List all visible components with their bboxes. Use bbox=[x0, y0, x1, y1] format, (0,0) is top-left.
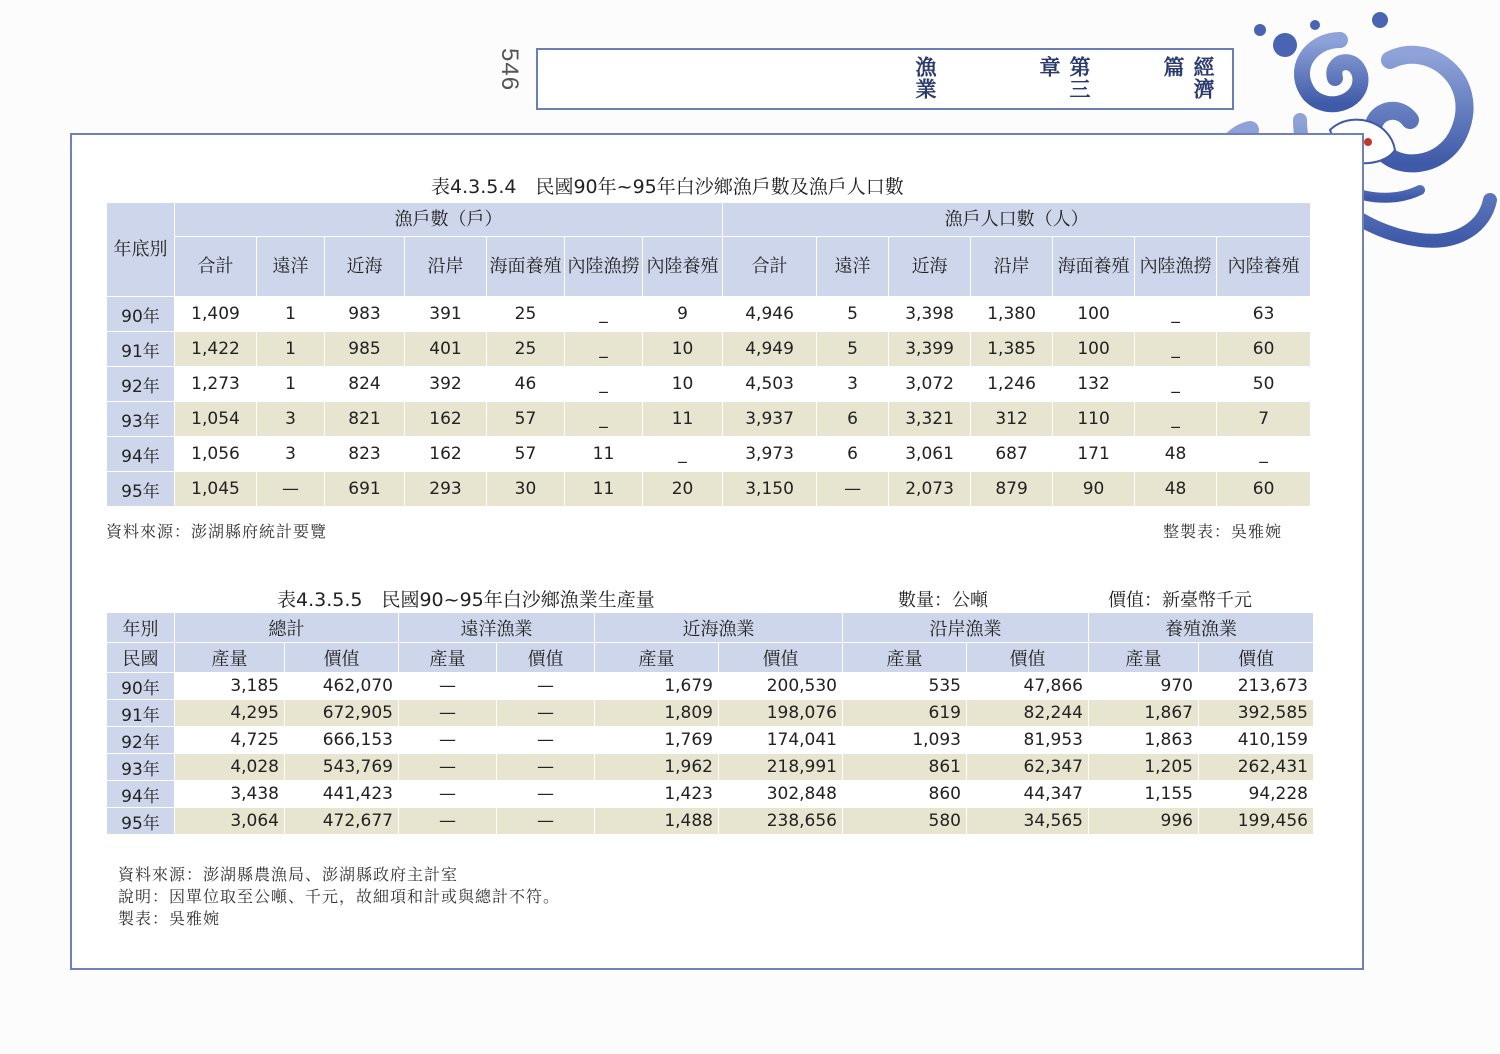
col-header: 內陸漁撈 bbox=[565, 237, 643, 297]
table-cell: 90 bbox=[1053, 472, 1135, 507]
table-cell: 60 bbox=[1217, 472, 1311, 507]
fishery-production-table bbox=[106, 612, 1314, 835]
table-cell: 1,962 bbox=[595, 754, 719, 781]
table-cell: 25 bbox=[487, 297, 565, 332]
table-cell: 100 bbox=[1053, 297, 1135, 332]
table-cell: — bbox=[497, 727, 595, 754]
table-cell: 60 bbox=[1217, 332, 1311, 367]
table-cell: 4,503 bbox=[723, 367, 817, 402]
header-part-title: 經濟篇 bbox=[1161, 56, 1216, 100]
table-cell: 391 bbox=[405, 297, 487, 332]
table-cell: 3,150 bbox=[723, 472, 817, 507]
table-cell: _ bbox=[565, 297, 643, 332]
table-cell: — bbox=[497, 673, 595, 700]
table-cell: 3,061 bbox=[889, 437, 971, 472]
table-cell: 860 bbox=[843, 781, 967, 808]
table-cell: 11 bbox=[565, 472, 643, 507]
row-year: 90年 bbox=[107, 673, 175, 700]
col-header: 沿岸 bbox=[971, 237, 1053, 297]
table-cell: 174,041 bbox=[719, 727, 843, 754]
table-cell: — bbox=[497, 754, 595, 781]
table-cell: 462,070 bbox=[285, 673, 399, 700]
table2-remark: 說明：因單位取至公噸、千元，故細項和計或與總計不符。 bbox=[118, 887, 561, 906]
table-cell: 1,205 bbox=[1089, 754, 1199, 781]
year-header: 年別 bbox=[107, 613, 175, 643]
table-cell: 1,246 bbox=[971, 367, 1053, 402]
table-cell: 63 bbox=[1217, 297, 1311, 332]
table-cell: 823 bbox=[325, 437, 405, 472]
col-header: 海面養殖 bbox=[1053, 237, 1135, 297]
table-cell: 1,385 bbox=[971, 332, 1053, 367]
sub-header-val: 價值 bbox=[1199, 643, 1314, 673]
col-header: 遠洋 bbox=[817, 237, 889, 297]
table-cell: 1,054 bbox=[175, 402, 257, 437]
table-row bbox=[107, 367, 1311, 402]
table-row bbox=[107, 808, 1314, 835]
table-cell: 401 bbox=[405, 332, 487, 367]
table-cell: 983 bbox=[325, 297, 405, 332]
table-cell: 262,431 bbox=[1199, 754, 1314, 781]
table-cell: — bbox=[399, 808, 497, 835]
table-row bbox=[107, 297, 1311, 332]
table-row bbox=[107, 402, 1311, 437]
table-cell: 3,399 bbox=[889, 332, 971, 367]
table-cell: 3,973 bbox=[723, 437, 817, 472]
table-cell: 100 bbox=[1053, 332, 1135, 367]
sub-header-qty: 產量 bbox=[843, 643, 967, 673]
table-cell: 3 bbox=[257, 402, 325, 437]
table-cell: — bbox=[399, 700, 497, 727]
table-row bbox=[107, 754, 1314, 781]
sub-header-val: 價值 bbox=[967, 643, 1089, 673]
table2-unit-qty: 數量：公噸 bbox=[898, 590, 988, 611]
table-cell: 2,073 bbox=[889, 472, 971, 507]
table-cell: _ bbox=[1217, 437, 1311, 472]
table-cell: 3,398 bbox=[889, 297, 971, 332]
header-section: 漁業 bbox=[913, 56, 938, 100]
table-cell: 4,949 bbox=[723, 332, 817, 367]
sub-header-qty: 產量 bbox=[175, 643, 285, 673]
table-row bbox=[107, 727, 1314, 754]
table-cell: 1,863 bbox=[1089, 727, 1199, 754]
table-cell: 62,347 bbox=[967, 754, 1089, 781]
row-year: 91年 bbox=[107, 700, 175, 727]
table-cell: 25 bbox=[487, 332, 565, 367]
group-header-total: 總計 bbox=[175, 613, 399, 643]
table-cell: 3,321 bbox=[889, 402, 971, 437]
table2-maker: 製表：吳雅婉 bbox=[118, 909, 221, 928]
households-group-header: 漁戶數（戶） bbox=[175, 203, 723, 237]
table-cell: 162 bbox=[405, 402, 487, 437]
table-cell: 1,273 bbox=[175, 367, 257, 402]
table-cell: 9 bbox=[643, 297, 723, 332]
table-cell: 293 bbox=[405, 472, 487, 507]
table-cell: 985 bbox=[325, 332, 405, 367]
sub-header-val: 價值 bbox=[285, 643, 399, 673]
table-cell: 57 bbox=[487, 437, 565, 472]
table-cell: 1,155 bbox=[1089, 781, 1199, 808]
table-cell: 687 bbox=[971, 437, 1053, 472]
table-cell: 6 bbox=[817, 402, 889, 437]
table-cell: 410,159 bbox=[1199, 727, 1314, 754]
table-cell: 472,677 bbox=[285, 808, 399, 835]
col-header: 近海 bbox=[325, 237, 405, 297]
row-year: 94年 bbox=[107, 437, 175, 472]
col-header: 沿岸 bbox=[405, 237, 487, 297]
col-header: 遠洋 bbox=[257, 237, 325, 297]
table-cell: 82,244 bbox=[967, 700, 1089, 727]
table-cell: 392 bbox=[405, 367, 487, 402]
table-cell: — bbox=[399, 673, 497, 700]
fishing-households-table bbox=[106, 202, 1311, 507]
sub-header-qty: 產量 bbox=[1089, 643, 1199, 673]
table-cell: 57 bbox=[487, 402, 565, 437]
table-cell: 1,409 bbox=[175, 297, 257, 332]
table-cell: 218,991 bbox=[719, 754, 843, 781]
col-header: 內陸養殖 bbox=[643, 237, 723, 297]
table-cell: _ bbox=[565, 402, 643, 437]
table-cell: 302,848 bbox=[719, 781, 843, 808]
table-cell: — bbox=[497, 781, 595, 808]
table-cell: — bbox=[497, 700, 595, 727]
table-cell: 238,656 bbox=[719, 808, 843, 835]
table-cell: 392,585 bbox=[1199, 700, 1314, 727]
table-cell: 10 bbox=[643, 332, 723, 367]
group-header-aquaculture: 養殖漁業 bbox=[1089, 613, 1314, 643]
table-cell: 11 bbox=[565, 437, 643, 472]
sub-header-val: 價值 bbox=[719, 643, 843, 673]
table-cell: _ bbox=[1135, 367, 1217, 402]
col-header: 合計 bbox=[175, 237, 257, 297]
row-year: 90年 bbox=[107, 297, 175, 332]
col-header: 內陸漁撈 bbox=[1135, 237, 1217, 297]
table-cell: 543,769 bbox=[285, 754, 399, 781]
table-row bbox=[107, 332, 1311, 367]
table-row bbox=[107, 781, 1314, 808]
group-header-distant: 遠洋漁業 bbox=[399, 613, 595, 643]
table-row bbox=[107, 472, 1311, 507]
table-cell: — bbox=[399, 727, 497, 754]
row-year: 95年 bbox=[107, 472, 175, 507]
table-cell: 171 bbox=[1053, 437, 1135, 472]
table-cell: 48 bbox=[1135, 437, 1217, 472]
table-cell: 1 bbox=[257, 332, 325, 367]
row-year: 94年 bbox=[107, 781, 175, 808]
table-cell: 1,380 bbox=[971, 297, 1053, 332]
row-year: 95年 bbox=[107, 808, 175, 835]
row-year: 91年 bbox=[107, 332, 175, 367]
table-cell: 34,565 bbox=[967, 808, 1089, 835]
table-cell: 1,679 bbox=[595, 673, 719, 700]
table2-unit-val: 價值：新臺幣千元 bbox=[1108, 590, 1252, 611]
chapter-header bbox=[536, 48, 1234, 110]
table-cell: 10 bbox=[643, 367, 723, 402]
table-cell: 110 bbox=[1053, 402, 1135, 437]
table-cell: 1,769 bbox=[595, 727, 719, 754]
row-year: 93年 bbox=[107, 402, 175, 437]
table-cell: 6 bbox=[817, 437, 889, 472]
table-cell: 1 bbox=[257, 297, 325, 332]
population-group-header: 漁戶人口數（人） bbox=[723, 203, 1311, 237]
table-cell: 4,725 bbox=[175, 727, 285, 754]
table-cell: 1 bbox=[257, 367, 325, 402]
table-cell: 132 bbox=[1053, 367, 1135, 402]
table-cell: 580 bbox=[843, 808, 967, 835]
table-cell: 666,153 bbox=[285, 727, 399, 754]
table-cell: — bbox=[399, 781, 497, 808]
table2-caption: 表4.3.5.5 民國90~95年白沙鄉漁業生產量 bbox=[277, 589, 655, 611]
table-cell: 50 bbox=[1217, 367, 1311, 402]
table-cell: 4,295 bbox=[175, 700, 285, 727]
table-cell: 5 bbox=[817, 297, 889, 332]
table-cell: 1,809 bbox=[595, 700, 719, 727]
table-cell: 1,488 bbox=[595, 808, 719, 835]
table-cell: 4,946 bbox=[723, 297, 817, 332]
table-cell: _ bbox=[643, 437, 723, 472]
table-cell: 821 bbox=[325, 402, 405, 437]
table-cell: 3,937 bbox=[723, 402, 817, 437]
table2-source: 資料來源：澎湖縣農漁局、澎湖縣政府主計室 bbox=[118, 865, 459, 884]
table-cell: 213,673 bbox=[1199, 673, 1314, 700]
table-cell: 199,456 bbox=[1199, 808, 1314, 835]
table-cell: 44,347 bbox=[967, 781, 1089, 808]
sub-header-qty: 產量 bbox=[595, 643, 719, 673]
table-cell: 3,438 bbox=[175, 781, 285, 808]
year-end-header: 年底別 bbox=[107, 203, 175, 297]
table-cell: 3,072 bbox=[889, 367, 971, 402]
table-cell: 672,905 bbox=[285, 700, 399, 727]
table-cell: — bbox=[817, 472, 889, 507]
table-cell: 619 bbox=[843, 700, 967, 727]
row-year: 92年 bbox=[107, 367, 175, 402]
table-cell: 535 bbox=[843, 673, 967, 700]
table-cell: 3 bbox=[257, 437, 325, 472]
table-cell: 3 bbox=[817, 367, 889, 402]
table-cell: 1,867 bbox=[1089, 700, 1199, 727]
page-number: 546 bbox=[496, 48, 523, 92]
table-cell: 3,185 bbox=[175, 673, 285, 700]
table-row bbox=[107, 700, 1314, 727]
table-row bbox=[107, 673, 1314, 700]
era-header: 民國 bbox=[107, 643, 175, 673]
sub-header-val: 價值 bbox=[497, 643, 595, 673]
table-cell: 879 bbox=[971, 472, 1053, 507]
table-cell: 200,530 bbox=[719, 673, 843, 700]
table-cell: 1,422 bbox=[175, 332, 257, 367]
table-cell: 861 bbox=[843, 754, 967, 781]
table-cell: 824 bbox=[325, 367, 405, 402]
table-cell: 20 bbox=[643, 472, 723, 507]
header-chapter: 第三章 bbox=[1037, 56, 1092, 100]
table-cell: 1,056 bbox=[175, 437, 257, 472]
table-cell: 1,093 bbox=[843, 727, 967, 754]
group-header-offshore: 近海漁業 bbox=[595, 613, 843, 643]
col-header: 海面養殖 bbox=[487, 237, 565, 297]
col-header: 合計 bbox=[723, 237, 817, 297]
table1-source: 資料來源：澎湖縣府統計要覽 bbox=[106, 522, 328, 541]
table-cell: 996 bbox=[1089, 808, 1199, 835]
col-header: 近海 bbox=[889, 237, 971, 297]
col-header: 內陸養殖 bbox=[1217, 237, 1311, 297]
row-year: 93年 bbox=[107, 754, 175, 781]
group-header-coastal: 沿岸漁業 bbox=[843, 613, 1089, 643]
table1-maker: 整製表：吳雅婉 bbox=[1163, 522, 1283, 541]
sub-header-qty: 產量 bbox=[399, 643, 497, 673]
table-cell: 162 bbox=[405, 437, 487, 472]
table-cell: 11 bbox=[643, 402, 723, 437]
table-cell: 5 bbox=[817, 332, 889, 367]
table-cell: 30 bbox=[487, 472, 565, 507]
table-cell: _ bbox=[565, 332, 643, 367]
table-cell: — bbox=[497, 808, 595, 835]
table-cell: _ bbox=[1135, 332, 1217, 367]
table-cell: 3,064 bbox=[175, 808, 285, 835]
table-cell: _ bbox=[1135, 297, 1217, 332]
table-cell: 48 bbox=[1135, 472, 1217, 507]
table-cell: 1,423 bbox=[595, 781, 719, 808]
row-year: 92年 bbox=[107, 727, 175, 754]
table-cell: _ bbox=[1135, 402, 1217, 437]
table-cell: 46 bbox=[487, 367, 565, 402]
table-cell: — bbox=[257, 472, 325, 507]
table-cell: 94,228 bbox=[1199, 781, 1314, 808]
table-cell: _ bbox=[565, 367, 643, 402]
table-cell: 81,953 bbox=[967, 727, 1089, 754]
table1-caption: 表4.3.5.4 民國90年~95年白沙鄉漁戶數及漁戶人口數 bbox=[431, 176, 904, 198]
table-cell: 691 bbox=[325, 472, 405, 507]
table-cell: — bbox=[399, 754, 497, 781]
table-cell: 312 bbox=[971, 402, 1053, 437]
table-cell: 4,028 bbox=[175, 754, 285, 781]
table-cell: 7 bbox=[1217, 402, 1311, 437]
table-cell: 441,423 bbox=[285, 781, 399, 808]
table-row bbox=[107, 437, 1311, 472]
table-cell: 1,045 bbox=[175, 472, 257, 507]
table-cell: 47,866 bbox=[967, 673, 1089, 700]
table-cell: 970 bbox=[1089, 673, 1199, 700]
table-cell: 198,076 bbox=[719, 700, 843, 727]
